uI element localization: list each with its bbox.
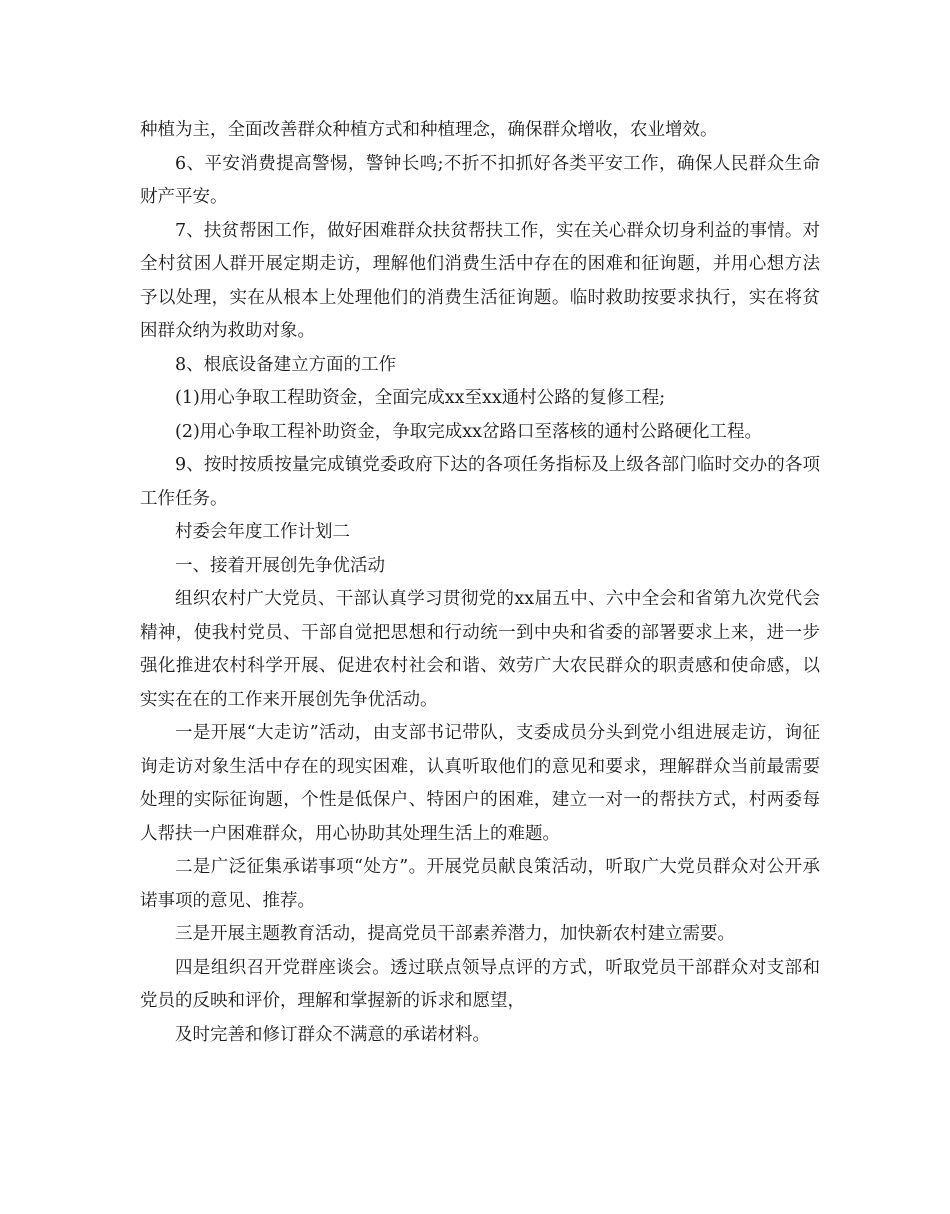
paragraph: 7、扶贫帮困工作，做好困难群众扶贫帮扶工作，实在关心群众切身利益的事情。对全村贫困人群开展定期走访，理解他们消费生活中存在的困难和征询题，并用心想方法予以处理，实在从根本上处理他们的消费生活征询题。临时救助按要求执行，实在将贫困群众纳为救助对象。 (140, 220, 820, 341)
paragraph: 种植为主，全面改善群众种植方式和种植理念，确保群众增收，农业增效。 (140, 120, 718, 140)
paragraph: 及时完善和修订群众不满意的承诺材料。 (175, 1024, 490, 1045)
paragraph: 组织农村广大党员、干部认真学习贯彻党的xx届五中、六中全会和省第九次党代会精神，使我村党员、干部自觉把思想和行动统一到中央和省委的部署要求上来，进一步强化推进农村科学开展、促进农村社会和谐、效劳广大农民群众的职责感和使命感，以实实在在的工作来开展创先争优活动。 (140, 589, 820, 710)
document-page (140, 114, 820, 1052)
paragraph: 一是开展“大走访”活动，由支部书记带队，支委成员分头到党小组进展走访，询征询走访对象生活中存在的现实困难，认真听取他们的意见和要求，理解群众当前最需要处理的实际征询题，个性是低保户、特困户的困难，建立一对一的帮扶方式，村两委每人帮扶一户困难群众，用心协助其处理生活上的难题。 (140, 723, 820, 844)
paragraph: (2)用心争取工程补助资金，争取完成xx岔路口至落核的通村公路硬化工程。 (175, 421, 763, 442)
paragraph: 9、按时按质按量完成镇党委政府下达的各项任务指标及上级各部门临时交办的各项工作任务。 (140, 455, 820, 509)
paragraph: 三是开展主题教育活动，提高党员干部素养潜力，加快新农村建立需要。 (175, 924, 735, 944)
section-heading: 村委会年度工作计划二 (175, 522, 350, 542)
paragraph: 二是广泛征集承诺事项“处方”。开展党员献良策活动，听取广大党员群众对公开承诺事项的意见、推荐。 (140, 857, 820, 911)
paragraph: (1)用心争取工程助资金，全面完成xx至xx通村公路的复修工程; (175, 388, 666, 408)
paragraph: 四是组织召开党群座谈会。透过联点领导点评的方式，听取党员干部群众对支部和党员的反映和评价，理解和掌握新的诉求和愿望， (140, 957, 820, 1011)
paragraph: 6、平安消费提高警惕，警钟长鸣;不折不扣抓好各类平安工作，确保人民群众生命财产平安。 (140, 153, 820, 207)
paragraph: 8、根底设备建立方面的工作 (175, 354, 397, 375)
subsection-heading: 一、接着开展创先争优活动 (175, 555, 385, 576)
